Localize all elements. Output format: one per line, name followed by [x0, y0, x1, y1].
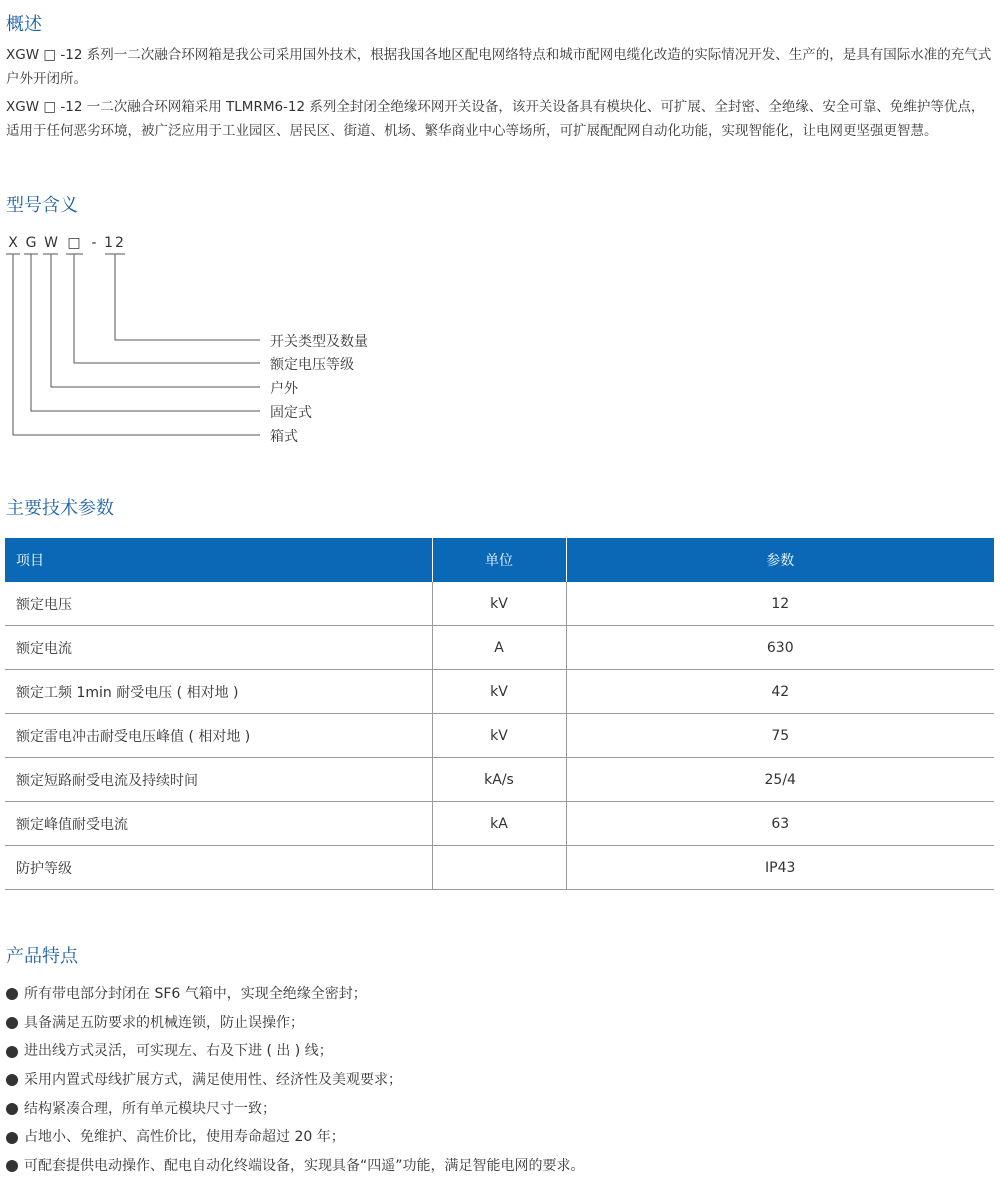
row-item: 额定峰值耐受电流: [5, 802, 432, 846]
code-char-box: □: [67, 235, 81, 251]
list-item: [6, 980, 585, 1009]
feature-text: 占地小、免维护、高性价比，使用寿命超过 20 年；: [24, 1129, 345, 1146]
code-char-12: 12: [104, 235, 126, 251]
row-unit: [432, 846, 566, 890]
model-code-diagram: [0, 225, 420, 455]
leader-line-switch-type: [115, 254, 260, 340]
table-row: [5, 670, 994, 714]
bullet-icon: [6, 1103, 18, 1115]
row-item: 额定电压: [5, 582, 432, 626]
row-value: 63: [566, 802, 994, 846]
tech-params-table: [5, 538, 994, 890]
row-unit: kV: [432, 714, 566, 758]
table-row: [5, 758, 994, 802]
table-header-row: [5, 538, 994, 582]
list-item: [6, 1152, 585, 1181]
list-item: [6, 1123, 585, 1152]
bullet-icon: [6, 988, 18, 1000]
overview-title: 概述: [6, 14, 42, 35]
leader-line-voltage-level: [74, 254, 260, 363]
feature-text: 所有带电部分封闭在 SF6 气箱中，实现全绝缘全密封；: [24, 986, 367, 1002]
row-item: 额定电流: [5, 626, 432, 670]
leader-line-outdoor: [51, 254, 260, 387]
row-unit: kV: [432, 670, 566, 714]
features-title: 产品特点: [6, 946, 78, 967]
row-item: 额定短路耐受电流及持续时间: [5, 758, 432, 802]
label-switch-type: 开关类型及数量: [270, 334, 368, 350]
leader-line-box: [13, 254, 260, 435]
row-unit: A: [432, 626, 566, 670]
label-box-type: 箱式: [270, 429, 298, 445]
row-value: 75: [566, 714, 994, 758]
row-unit: kA/s: [432, 758, 566, 802]
list-item: [6, 1037, 585, 1066]
row-value: 25/4: [566, 758, 994, 802]
overview-paragraph-1: XGW □ -12 系列一二次融合环网箱是我公司采用国外技术，根据我国各地区配电网络特点和城市配网电缆化改造的实际情况开发、生产的，是具有国际水准的充气式户外开闭所。: [6, 47, 992, 87]
code-char-g: G: [25, 235, 37, 251]
table-row: [5, 626, 994, 670]
feature-text: 进出线方式灵活，可实现左、右及下进 ( 出 ) 线；: [24, 1043, 333, 1060]
overview-paragraph-2: XGW □ -12 一二次融合环网箱采用 TLMRM6-12 系列全封闭全绝缘环网开关设备，该开关设备具有模块化、可扩展、全封密、全绝缘、安全可靠、免维护等优点，适用于任何恶劣环境，被广泛应用于工业园区、居民区、街道、机场、繁华商业中心等场所，可扩展配配网自动化功能，实现智能化，让电网更坚强更智慧。: [6, 99, 985, 139]
code-char-w: W: [44, 235, 58, 251]
row-unit: kV: [432, 582, 566, 626]
label-voltage-level: 额定电压等级: [270, 357, 354, 373]
code-char-dash: -: [91, 235, 97, 251]
feature-text: 具备满足五防要求的机械连锁，防止误操作；: [24, 1014, 304, 1031]
row-value: 12: [566, 582, 994, 626]
feature-text: 可配套提供电动操作、配电自动化终端设备，实现具备“四遥”功能，满足智能电网的要求。: [24, 1158, 585, 1175]
header-unit: 单位: [432, 538, 566, 582]
table-row: [5, 582, 994, 626]
list-item: [6, 1095, 585, 1124]
header-item: 项目: [5, 538, 432, 582]
row-item: 额定工频 1min 耐受电压 ( 相对地 ): [5, 670, 432, 714]
tech-params-title: 主要技术参数: [6, 498, 114, 519]
label-outdoor: 户外: [270, 381, 298, 397]
bullet-icon: [6, 1046, 18, 1058]
label-fixed: 固定式: [270, 405, 312, 421]
code-char-x: X: [8, 235, 18, 251]
bullet-icon: [6, 1160, 18, 1172]
model-meaning-title: 型号含义: [6, 195, 78, 216]
row-value: 42: [566, 670, 994, 714]
row-unit: kA: [432, 802, 566, 846]
table-row: [5, 714, 994, 758]
table-row: [5, 802, 994, 846]
feature-text: 采用内置式母线扩展方式，满足使用性、经济性及美观要求；: [24, 1072, 402, 1089]
row-value: 630: [566, 626, 994, 670]
list-item: [6, 1009, 585, 1038]
bullet-icon: [6, 1017, 18, 1029]
table-row: [5, 846, 994, 890]
bullet-icon: [6, 1074, 18, 1086]
row-item: 额定雷电冲击耐受电压峰值 ( 相对地 ): [5, 714, 432, 758]
bullet-icon: [6, 1132, 18, 1144]
header-value: 参数: [566, 538, 994, 582]
list-item: [6, 1066, 585, 1095]
feature-text: 结构紧凑合理，所有单元模块尺寸一致；: [24, 1100, 276, 1117]
row-item: 防护等级: [5, 846, 432, 890]
features-list: [6, 980, 585, 1181]
row-value: IP43: [566, 846, 994, 890]
